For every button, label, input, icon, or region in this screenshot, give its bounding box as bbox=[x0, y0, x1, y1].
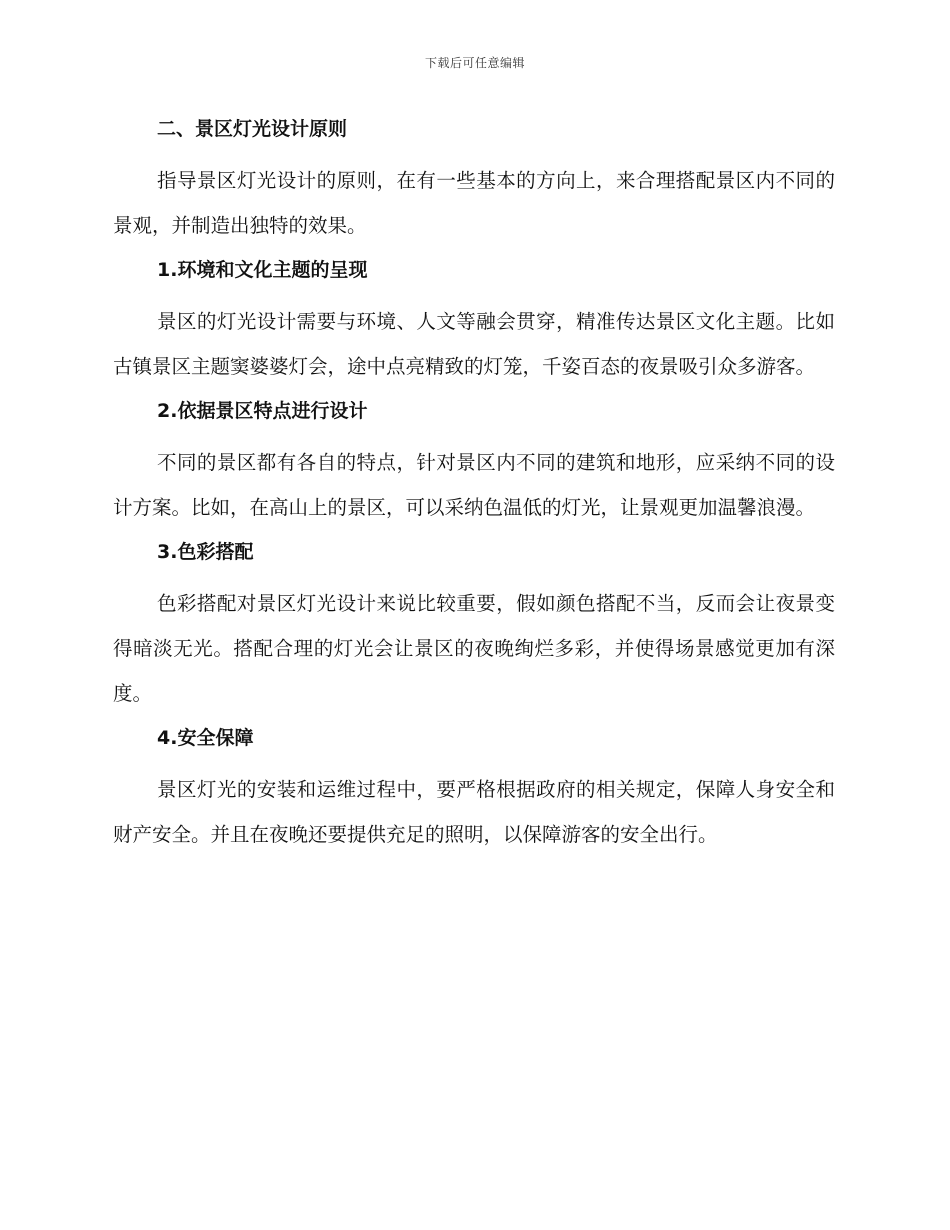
section-title: 二、景区灯光设计原则 bbox=[157, 118, 348, 140]
item-heading-4: 4.安全保障 bbox=[157, 727, 254, 749]
item-heading-2: 2.依据景区特点进行设计 bbox=[157, 400, 368, 422]
item-heading-3: 3.色彩搭配 bbox=[157, 541, 254, 563]
item-paragraph-3: 色彩搭配对景区灯光设计来说比较重要，假如颜色搭配不当，反而会让夜景变得暗淡无光。搭配合理的灯光会让景区的夜晚绚烂多彩，并使得场景感觉更加有深度。 bbox=[113, 592, 835, 705]
item-paragraph-4: 景区灯光的安装和运维过程中，要严格根据政府的相关规定，保障人身安全和财产安全。并且在夜晚还要提供充足的照明，以保障游客的安全出行。 bbox=[113, 778, 835, 846]
item-paragraph-2: 不同的景区都有各自的特点，针对景区内不同的建筑和地形，应采纳不同的设计方案。比如，在高山上的景区，可以采纳色温低的灯光，让景观更加温馨浪漫。 bbox=[113, 451, 835, 519]
page-header-note: 下载后可任意编辑 bbox=[424, 56, 525, 70]
document-body bbox=[113, 114, 835, 864]
item-paragraph-1: 景区的灯光设计需要与环境、人文等融会贯穿，精准传达景区文化主题。比如古镇景区主题窦婆婆灯会，途中点亮精致的灯笼，千姿百态的夜景吸引众多游客。 bbox=[113, 310, 835, 378]
intro-paragraph: 指导景区灯光设计的原则，在有一些基本的方向上，来合理搭配景区内不同的景观，并制造出独特的效果。 bbox=[113, 169, 835, 237]
item-heading-1: 1.环境和文化主题的呈现 bbox=[157, 259, 368, 281]
